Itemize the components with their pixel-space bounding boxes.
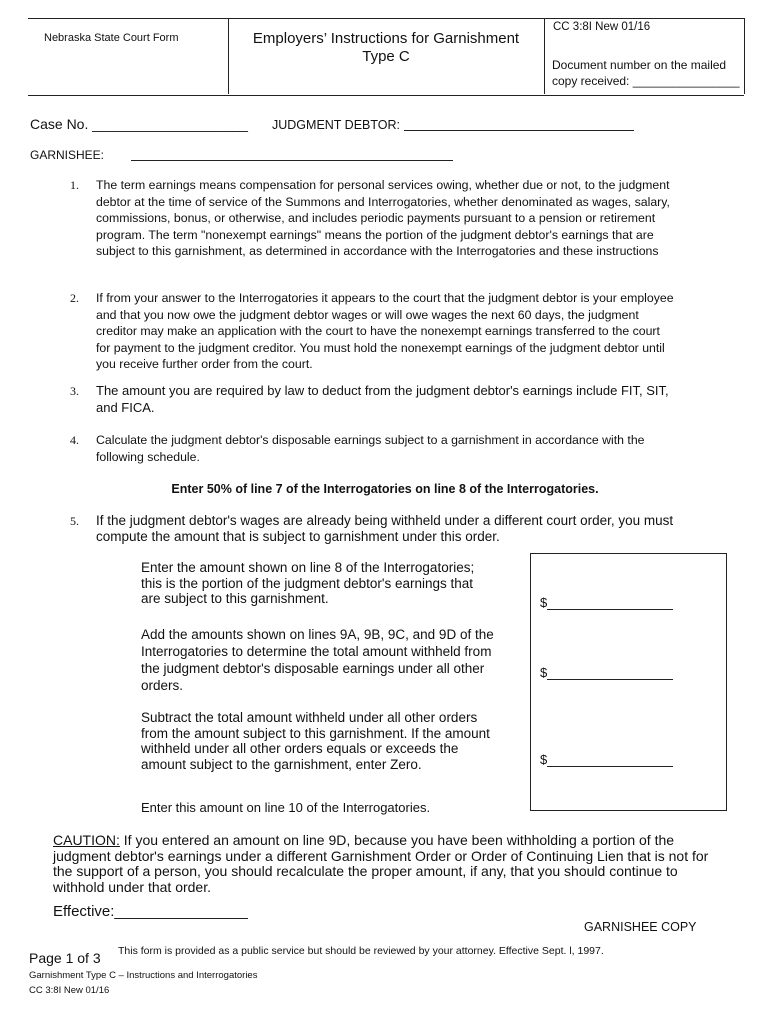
calc-step-4: Enter this amount on line 10 of the Interrogatories.: [141, 800, 431, 815]
state-form-label: Nebraska State Court Form: [44, 32, 179, 44]
item-text: The term earnings means compensation for personal services owing, whether due or not, to the judgment debtor at the time of service of the Summons and Interrogatories, whether denominated as wages, salary, commissions, bonus, or otherwise, and includes periodic payments pursuant to a pension or retirement program. The term "nonexempt earnings" means the portion of the judgment debtor's earnings that are subject to this garnishment, as determined in accordance with the Interrogatories and these instructions: [96, 178, 670, 258]
form-title-line1: Employers’ Instructions for Garnishment: [252, 30, 520, 47]
caution-paragraph: [53, 833, 713, 895]
amount-field-1[interactable]: [540, 595, 673, 610]
judgment-debtor-field[interactable]: [404, 130, 634, 131]
footer-form-name: Garnishment Type C – Instructions and Interrogatories: [29, 970, 258, 981]
amount-field-3[interactable]: [540, 752, 673, 767]
page-number: Page 1 of 3: [29, 950, 101, 966]
garnishee-label: GARNISHEE:: [30, 148, 105, 162]
calc-step-3: Subtract the total amount withheld under all other orders from the amount subject to this garnishment. If the amount withheld under all other orders equals or exceeds the amount subject to the garnishment, enter Zero.: [141, 710, 490, 772]
garnishee-copy-label: GARNISHEE COPY: [584, 920, 697, 934]
dollar-sign: $: [540, 665, 548, 680]
list-item: [70, 177, 676, 260]
document-number-line1: Document number on the mailed: [552, 58, 727, 72]
effective-field[interactable]: Effective:________________: [53, 903, 248, 920]
item-number: 5.: [70, 514, 79, 528]
form-title: [230, 30, 542, 66]
amount-line[interactable]: [547, 667, 673, 680]
amount-box: [530, 553, 727, 811]
list-item: [70, 513, 721, 545]
dollar-sign: $: [540, 752, 548, 767]
enter-50-instruction: Enter 50% of line 7 of the Interrogatories on line 8 of the Interrogatories.: [171, 482, 599, 496]
form-title-line2: Type C: [362, 48, 410, 65]
list-item: [70, 383, 676, 416]
form-code: CC 3:8I New 01/16: [553, 21, 651, 33]
judgment-debtor-label: JUDGMENT DEBTOR:: [272, 118, 401, 132]
list-item: [70, 290, 676, 373]
item-number: 3.: [70, 384, 79, 398]
calc-step-1: Enter the amount shown on line 8 of the Interrogatories; this is the portion of the judgment debtor's earnings that are subject to this garnishment.: [141, 560, 475, 606]
caution-text: If you entered an amount on line 9D, because you have been withholding a portion of the judgment debtor's earnings under a different Garnishment Order or Order of Continuing Lien that is not for the support of a person, you should recalculate the proper amount, if any, that you should continue to withhold under that order.: [53, 832, 709, 895]
list-item: [70, 432, 676, 465]
header-divider: [228, 18, 229, 94]
item-number: 1.: [70, 178, 79, 192]
footer-form-code: CC 3:8I New 01/16: [29, 985, 110, 996]
case-number-field[interactable]: Case No. ____________________: [30, 116, 248, 132]
amount-field-2[interactable]: [540, 665, 673, 680]
calc-step-2: Add the amounts shown on lines 9A, 9B, 9C, and 9D of the Interrogatories to determine the total amount withheld from the judgment debtor's disposable earnings under all other orders.: [141, 627, 494, 693]
header-divider: [544, 18, 545, 94]
item-text: If the judgment debtor's wages are already being withheld under a different court order, you must compute the amount that is subject to garnishment under this order.: [96, 513, 674, 544]
garnishee-field[interactable]: [131, 160, 453, 161]
item-text: If from your answer to the Interrogatories it appears to the court that the judgment debtor is your employee and that you now owe the judgment debtor wages or will owe wages the next 60 days, the judgment creditor may make an application with the court to have the nonexempt earnings transferred to the court for payment to the judgment creditor. You must hold the nonexempt earnings of the judgment debtor until you receive further order from the court.: [96, 291, 674, 371]
footer-notice: This form is provided as a public service but should be reviewed by your attorney. Effective Sept. l, 1997.: [118, 945, 604, 957]
dollar-sign: $: [540, 595, 548, 610]
item-text: Calculate the judgment debtor's disposable earnings subject to a garnishment in accordance with the following schedule.: [96, 433, 645, 464]
item-number: 2.: [70, 291, 79, 305]
item-text: The amount you are required by law to deduct from the judgment debtor's earnings include FIT, SIT, and FICA.: [96, 383, 669, 415]
document-number-line2: copy received: ________________: [552, 74, 740, 88]
item-number: 4.: [70, 433, 79, 447]
caution-label: CAUTION:: [53, 832, 120, 848]
header-divider: [744, 18, 745, 94]
amount-line[interactable]: [547, 597, 673, 610]
document-number: [552, 57, 742, 89]
amount-line[interactable]: [547, 754, 673, 767]
